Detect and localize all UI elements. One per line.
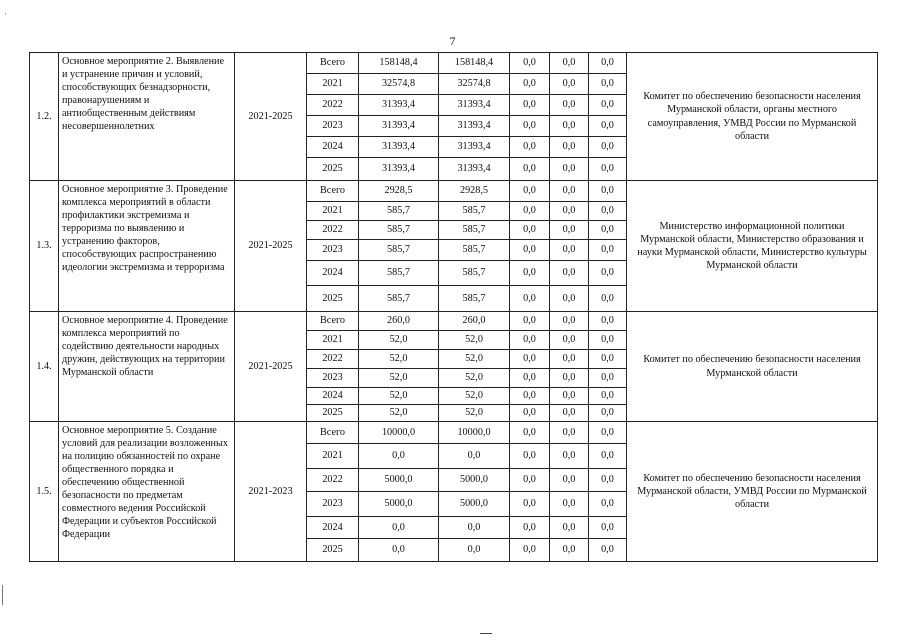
amount-cell: 0,0: [550, 422, 589, 444]
amount-cell: 0,0: [359, 539, 439, 562]
amount-cell: 0,0: [550, 492, 589, 517]
amount-cell: 0,0: [439, 539, 510, 562]
year-cell: 2021: [307, 331, 359, 350]
amount-cell: 0,0: [510, 53, 550, 74]
year-cell: 2021: [307, 444, 359, 469]
amount-cell: 0,0: [589, 240, 627, 261]
responsible-executor: Комитет по обеспечению безопасности населения Мурманской области, органы местного самоуправления, УМВД России по Мурманской области: [627, 53, 878, 181]
amount-cell: 2928,5: [359, 181, 439, 202]
amount-cell: 0,0: [510, 350, 550, 369]
amount-cell: 585,7: [439, 261, 510, 286]
implementation-period: 2021-2025: [235, 181, 307, 312]
amount-cell: 0,0: [439, 517, 510, 539]
amount-cell: 0,0: [510, 286, 550, 312]
amount-cell: 52,0: [359, 388, 439, 405]
year-cell: 2025: [307, 539, 359, 562]
amount-cell: 0,0: [510, 261, 550, 286]
amount-cell: 0,0: [510, 202, 550, 221]
amount-cell: 0,0: [550, 202, 589, 221]
amount-cell: 0,0: [550, 331, 589, 350]
year-cell: 2023: [307, 240, 359, 261]
amount-cell: 52,0: [439, 331, 510, 350]
implementation-period: 2021-2025: [235, 312, 307, 422]
amount-cell: 0,0: [550, 405, 589, 422]
amount-cell: 0,0: [510, 240, 550, 261]
amount-cell: 0,0: [589, 388, 627, 405]
year-cell: 2021: [307, 74, 359, 95]
responsible-executor: Комитет по обеспечению безопасности населения Мурманской области, УМВД России по Мурманской области: [627, 422, 878, 562]
year-cell: Всего: [307, 181, 359, 202]
amount-cell: 2928,5: [439, 181, 510, 202]
amount-cell: 585,7: [439, 202, 510, 221]
amount-cell: 0,0: [550, 137, 589, 158]
amount-cell: 0,0: [550, 388, 589, 405]
year-cell: 2025: [307, 158, 359, 181]
amount-cell: 0,0: [589, 444, 627, 469]
amount-cell: 260,0: [439, 312, 510, 331]
amount-cell: 260,0: [359, 312, 439, 331]
amount-cell: 585,7: [359, 221, 439, 240]
amount-cell: 52,0: [359, 369, 439, 388]
amount-cell: 0,0: [550, 286, 589, 312]
amount-cell: 0,0: [550, 350, 589, 369]
amount-cell: 0,0: [510, 444, 550, 469]
year-cell: 2024: [307, 261, 359, 286]
amount-cell: 585,7: [359, 202, 439, 221]
row-number: 1.2.: [30, 53, 59, 181]
amount-cell: 0,0: [589, 492, 627, 517]
amount-cell: 0,0: [589, 95, 627, 116]
amount-cell: 0,0: [589, 202, 627, 221]
amount-cell: 585,7: [439, 240, 510, 261]
amount-cell: 0,0: [589, 331, 627, 350]
amount-cell: 0,0: [550, 444, 589, 469]
amount-cell: 0,0: [589, 137, 627, 158]
amount-cell: 0,0: [589, 116, 627, 137]
amount-cell: 52,0: [439, 405, 510, 422]
scan-mark: ': [5, 12, 7, 20]
scan-edge-line: [2, 585, 3, 605]
amount-cell: 0,0: [589, 422, 627, 444]
year-cell: 2023: [307, 116, 359, 137]
amount-cell: 0,0: [510, 137, 550, 158]
amount-cell: 0,0: [510, 312, 550, 331]
amount-cell: 32574,8: [439, 74, 510, 95]
amount-cell: 0,0: [510, 116, 550, 137]
amount-cell: 0,0: [589, 158, 627, 181]
amount-cell: 0,0: [550, 312, 589, 331]
amount-cell: 0,0: [589, 517, 627, 539]
amount-cell: 31393,4: [359, 137, 439, 158]
amount-cell: 0,0: [589, 405, 627, 422]
amount-cell: 0,0: [510, 469, 550, 492]
implementation-period: 2021-2023: [235, 422, 307, 562]
amount-cell: 52,0: [439, 369, 510, 388]
table-body: [30, 53, 878, 562]
amount-cell: 0,0: [510, 331, 550, 350]
amount-cell: 31393,4: [359, 95, 439, 116]
amount-cell: 0,0: [550, 369, 589, 388]
table-row: [30, 181, 878, 202]
event-description: Основное мероприятие 3. Проведение комплекса мероприятий в области профилактики экстремизма и терроризма по выявлению и устранению факторов, способствующих распространению идеологии экстремизма и терроризма: [59, 181, 235, 312]
amount-cell: 158148,4: [359, 53, 439, 74]
amount-cell: 31393,4: [359, 116, 439, 137]
year-cell: 2023: [307, 492, 359, 517]
amount-cell: 31393,4: [359, 158, 439, 181]
amount-cell: 52,0: [439, 388, 510, 405]
year-cell: 2025: [307, 405, 359, 422]
amount-cell: 0,0: [550, 469, 589, 492]
amount-cell: 0,0: [589, 74, 627, 95]
year-cell: 2021: [307, 202, 359, 221]
amount-cell: 0,0: [510, 388, 550, 405]
amount-cell: 0,0: [359, 517, 439, 539]
amount-cell: 0,0: [589, 181, 627, 202]
amount-cell: 31393,4: [439, 95, 510, 116]
amount-cell: 0,0: [589, 53, 627, 74]
amount-cell: 0,0: [589, 221, 627, 240]
amount-cell: 0,0: [510, 221, 550, 240]
amount-cell: 0,0: [550, 116, 589, 137]
amount-cell: 31393,4: [439, 137, 510, 158]
year-cell: 2022: [307, 469, 359, 492]
amount-cell: 0,0: [510, 158, 550, 181]
amount-cell: 31393,4: [439, 158, 510, 181]
amount-cell: 31393,4: [439, 116, 510, 137]
responsible-executor: Комитет по обеспечению безопасности населения Мурманской области: [627, 312, 878, 422]
year-cell: 2023: [307, 369, 359, 388]
amount-cell: 585,7: [359, 261, 439, 286]
responsible-executor: Министерство информационной политики Мурманской области, Министерство образования и науки Мурманской области, Министерство культуры Мурманской области: [627, 181, 878, 312]
row-number: 1.3.: [30, 181, 59, 312]
row-number: 1.4.: [30, 312, 59, 422]
amount-cell: 32574,8: [359, 74, 439, 95]
amount-cell: 0,0: [550, 261, 589, 286]
amount-cell: 0,0: [510, 369, 550, 388]
amount-cell: 0,0: [550, 74, 589, 95]
amount-cell: 5000,0: [439, 492, 510, 517]
amount-cell: 5000,0: [439, 469, 510, 492]
scan-bottom-mark: [480, 633, 492, 634]
amount-cell: 0,0: [439, 444, 510, 469]
amount-cell: 0,0: [510, 422, 550, 444]
year-cell: Всего: [307, 53, 359, 74]
amount-cell: 158148,4: [439, 53, 510, 74]
amount-cell: 0,0: [589, 312, 627, 331]
amount-cell: 585,7: [439, 286, 510, 312]
event-description: Основное мероприятие 5. Создание условий для реализации возложенных на полицию обязанностей по охране общественного порядка и обеспечению общественной безопасности по предметам совместного ведения Российской Федерации и субъектов Российской Федерации: [59, 422, 235, 562]
amount-cell: 0,0: [550, 517, 589, 539]
amount-cell: 0,0: [550, 158, 589, 181]
year-cell: 2024: [307, 137, 359, 158]
event-description: Основное мероприятие 4. Проведение комплекса мероприятий по содействию деятельности народных дружин, действующих на территории Мурманской области: [59, 312, 235, 422]
amount-cell: 585,7: [359, 240, 439, 261]
year-cell: 2025: [307, 286, 359, 312]
amount-cell: 0,0: [589, 539, 627, 562]
amount-cell: 0,0: [589, 369, 627, 388]
amount-cell: 0,0: [510, 405, 550, 422]
amount-cell: 0,0: [550, 539, 589, 562]
event-description: Основное мероприятие 2. Выявление и устранение причин и условий, способствующих безнадзорности, правонарушениям и антиобщественным действиям несовершеннолетних: [59, 53, 235, 181]
amount-cell: 0,0: [510, 492, 550, 517]
table-row: [30, 53, 878, 74]
amount-cell: 0,0: [510, 539, 550, 562]
year-cell: 2022: [307, 95, 359, 116]
year-cell: Всего: [307, 312, 359, 331]
table-row: [30, 422, 878, 444]
row-number: 1.5.: [30, 422, 59, 562]
amount-cell: 52,0: [359, 331, 439, 350]
amount-cell: 0,0: [550, 240, 589, 261]
budget-table: [29, 52, 878, 562]
amount-cell: 0,0: [550, 53, 589, 74]
amount-cell: 0,0: [589, 350, 627, 369]
amount-cell: 0,0: [359, 444, 439, 469]
amount-cell: 0,0: [550, 95, 589, 116]
amount-cell: 0,0: [510, 74, 550, 95]
amount-cell: 52,0: [359, 405, 439, 422]
amount-cell: 0,0: [510, 181, 550, 202]
year-cell: 2024: [307, 388, 359, 405]
amount-cell: 0,0: [589, 286, 627, 312]
implementation-period: 2021-2025: [235, 53, 307, 181]
amount-cell: 5000,0: [359, 469, 439, 492]
year-cell: Всего: [307, 422, 359, 444]
amount-cell: 0,0: [510, 95, 550, 116]
table-row: [30, 312, 878, 331]
amount-cell: 10000,0: [439, 422, 510, 444]
year-cell: 2024: [307, 517, 359, 539]
page-number: 7: [449, 34, 456, 48]
amount-cell: 0,0: [589, 261, 627, 286]
amount-cell: 0,0: [550, 181, 589, 202]
amount-cell: 52,0: [359, 350, 439, 369]
year-cell: 2022: [307, 350, 359, 369]
budget-table-wrapper: [29, 52, 878, 562]
amount-cell: 52,0: [439, 350, 510, 369]
amount-cell: 585,7: [439, 221, 510, 240]
amount-cell: 0,0: [589, 469, 627, 492]
year-cell: 2022: [307, 221, 359, 240]
amount-cell: 0,0: [510, 517, 550, 539]
amount-cell: 10000,0: [359, 422, 439, 444]
amount-cell: 5000,0: [359, 492, 439, 517]
amount-cell: 585,7: [359, 286, 439, 312]
amount-cell: 0,0: [550, 221, 589, 240]
